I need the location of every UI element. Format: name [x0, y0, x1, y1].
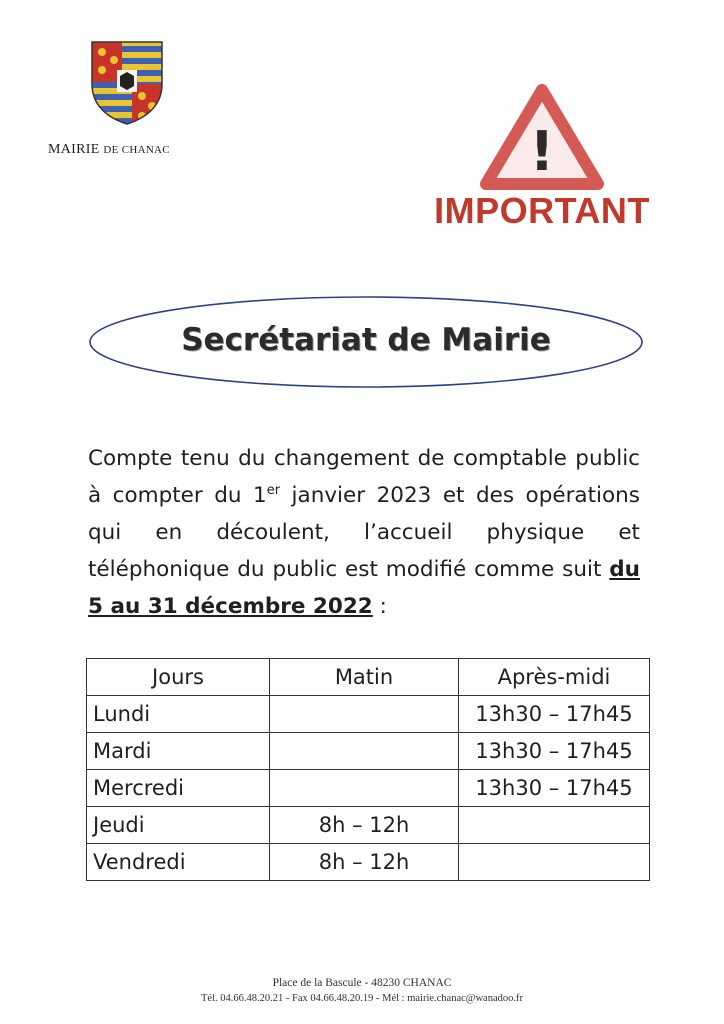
- table-row: [87, 807, 650, 844]
- schedule-table: [86, 658, 650, 881]
- intro-paragraph: [88, 440, 640, 625]
- table-header-row: [87, 659, 650, 696]
- intro-text-part2: janvier 2023 et des opérations qui en découlent, l’accueil physique et téléphonique du public est modifié comme suit: [88, 483, 640, 582]
- day-cell: Jeudi: [87, 807, 270, 844]
- afternoon-cell: [459, 844, 650, 881]
- table-row: [87, 770, 650, 807]
- afternoon-cell: 13h30 – 17h45: [459, 733, 650, 770]
- mairie-name-main: MAIRIE: [48, 142, 104, 157]
- mairie-name: [48, 142, 170, 158]
- intro-period: du 5 au 31 décembre 2022: [88, 557, 640, 619]
- intro-superscript: er: [266, 482, 281, 498]
- header-morning: Matin: [270, 659, 459, 696]
- header-days: Jours: [87, 659, 270, 696]
- morning-cell: 8h – 12h: [270, 807, 459, 844]
- day-cell: Mardi: [87, 733, 270, 770]
- table-row: [87, 733, 650, 770]
- table-row: [87, 844, 650, 881]
- morning-cell: [270, 733, 459, 770]
- afternoon-cell: [459, 807, 650, 844]
- intro-text-end: :: [372, 594, 387, 619]
- footer-contact: Tél. 04.66.48.20.21 - Fax 04.66.48.20.19 - Mél : mairie.chanac@wanadoo.fr: [201, 993, 523, 1004]
- day-cell: Lundi: [87, 696, 270, 733]
- afternoon-cell: 13h30 – 17h45: [459, 770, 650, 807]
- morning-cell: 8h – 12h: [270, 844, 459, 881]
- important-label: IMPORTANT: [434, 190, 650, 231]
- page-title: Secrétariat de Mairie: [181, 322, 551, 358]
- day-cell: Vendredi: [87, 844, 270, 881]
- afternoon-cell: 13h30 – 17h45: [459, 696, 650, 733]
- intro-text-part1: Compte tenu du changement de comptable public à compter du 1: [88, 446, 640, 508]
- footer: [0, 975, 724, 1007]
- mairie-name-town: DE CHANAC: [103, 144, 170, 156]
- footer-address: Place de la Bascule - 48230 CHANAC: [272, 977, 452, 989]
- warning-triangle-icon: [480, 84, 604, 192]
- header-afternoon: Après-midi: [459, 659, 650, 696]
- morning-cell: [270, 770, 459, 807]
- day-cell: Mercredi: [87, 770, 270, 807]
- table-row: [87, 696, 650, 733]
- warning-exclamation: !: [529, 120, 555, 183]
- coat-of-arms-icon: [90, 40, 164, 126]
- morning-cell: [270, 696, 459, 733]
